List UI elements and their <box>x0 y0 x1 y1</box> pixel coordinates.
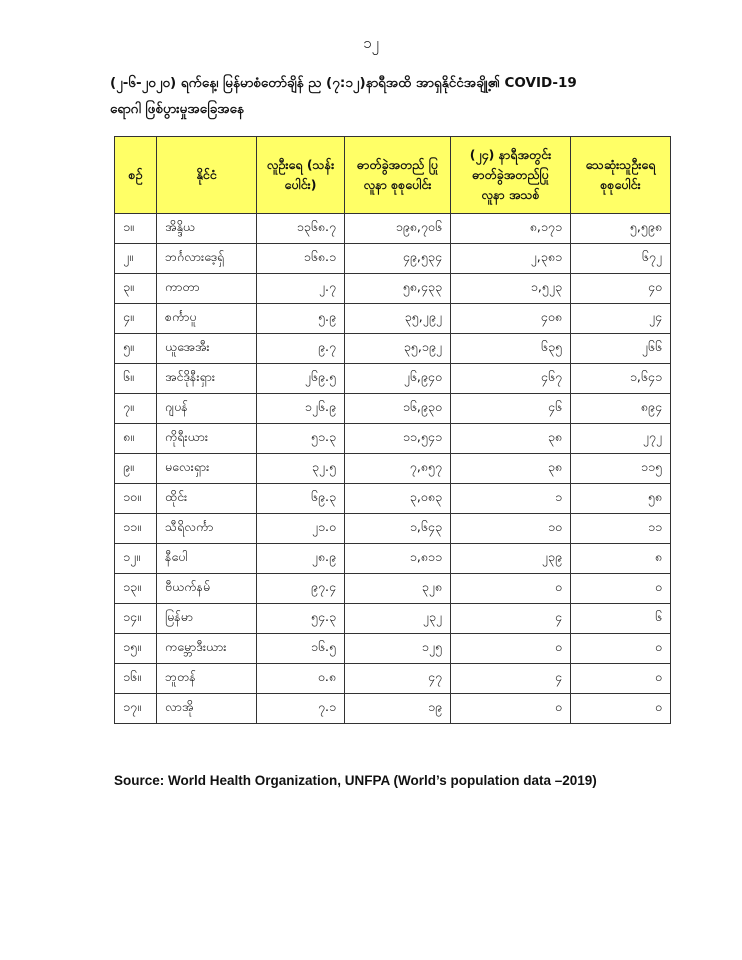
title-line-1: (၂-၆-၂၀၂၀) ရက်နေ့၊ မြန်မာစံတော်ချိန် ည (၇:၁၂)နာရီအထိ အာရှနိုင်ငံအချို့၏ COVID-19 <box>110 75 577 91</box>
cell-country: ထိုင်း <box>157 484 257 514</box>
table-row <box>115 424 671 454</box>
cell-country: လာအို <box>157 694 257 724</box>
cell-new-24h: ၁,၅၂၃ <box>451 274 571 304</box>
page-number: ၁၂ <box>363 34 379 52</box>
cell-country: ဂျပန် <box>157 394 257 424</box>
cell-index: ၈။ <box>115 424 157 454</box>
cell-confirmed: ၄၉,၅၃၄ <box>345 244 451 274</box>
cell-country: ဘူတန် <box>157 664 257 694</box>
cell-new-24h: ၄ <box>451 664 571 694</box>
cell-confirmed: ၁,၆၄၃ <box>345 514 451 544</box>
cell-confirmed: ၃,၀၈၃ <box>345 484 451 514</box>
cell-confirmed: ၁၉၈,၇၀၆ <box>345 214 451 244</box>
cell-new-24h: ၄ <box>451 604 571 634</box>
cell-deaths: ၀ <box>571 694 671 724</box>
cell-confirmed: ၁၂၅ <box>345 634 451 664</box>
cell-country: အင်ဒိုနီးရှား <box>157 364 257 394</box>
cell-index: ၁၃။ <box>115 574 157 604</box>
cell-population: ၂၁.၀ <box>257 514 345 544</box>
cell-new-24h: ၀ <box>451 634 571 664</box>
cell-country: သီရိလင်္ကာ <box>157 514 257 544</box>
cell-deaths: ၁၁၅ <box>571 454 671 484</box>
title-line-2: ရောဂါ ဖြစ်ပွားမှုအခြေအနေ <box>110 101 244 117</box>
cell-index: ၁၀။ <box>115 484 157 514</box>
cell-population: ၃၂.၅ <box>257 454 345 484</box>
cell-confirmed: ၁၆,၉၃၀ <box>345 394 451 424</box>
cell-population: ၉.၇ <box>257 334 345 364</box>
cell-deaths: ၀ <box>571 574 671 604</box>
cell-deaths: ၆၇၂ <box>571 244 671 274</box>
cell-new-24h: ၂၃၉ <box>451 544 571 574</box>
table-row <box>115 364 671 394</box>
covid-table <box>114 136 671 724</box>
table-row <box>115 664 671 694</box>
cell-confirmed: ၁,၈၁၁ <box>345 544 451 574</box>
cell-confirmed: ၄၇ <box>345 664 451 694</box>
table-row <box>115 634 671 664</box>
cell-confirmed: ၅၈,၄၃၃ <box>345 274 451 304</box>
cell-country: အိန္ဒိယ <box>157 214 257 244</box>
cell-index: ၇။ <box>115 394 157 424</box>
table-header-row <box>115 137 671 214</box>
cell-index: ၁။ <box>115 214 157 244</box>
cell-deaths: ၆ <box>571 604 671 634</box>
cell-population: ၁၃၆၈.၇ <box>257 214 345 244</box>
cell-index: ၁၄။ <box>115 604 157 634</box>
cell-population: ၁၆.၅ <box>257 634 345 664</box>
cell-population: ၂.၇ <box>257 274 345 304</box>
cell-index: ၄။ <box>115 304 157 334</box>
cell-population: ၂၆၉.၅ <box>257 364 345 394</box>
cell-confirmed: ၇,၈၅၇ <box>345 454 451 484</box>
table-row <box>115 304 671 334</box>
table-row <box>115 544 671 574</box>
cell-population: ၅၄.၃ <box>257 604 345 634</box>
cell-index: ၉။ <box>115 454 157 484</box>
table-row <box>115 244 671 274</box>
cell-new-24h: ၄၆ <box>451 394 571 424</box>
cell-new-24h: ၂,၃၈၁ <box>451 244 571 274</box>
table-row <box>115 214 671 244</box>
cell-country: စင်္ကာပူ <box>157 304 257 334</box>
cell-new-24h: ၀ <box>451 574 571 604</box>
cell-country: ကမ္ဘောဒီးယား <box>157 634 257 664</box>
cell-confirmed: ၁၁,၅၄၁ <box>345 424 451 454</box>
cell-deaths: ၁၁ <box>571 514 671 544</box>
cell-population: ၅.၉ <box>257 304 345 334</box>
cell-deaths: ၅,၅၉၈ <box>571 214 671 244</box>
cell-population: ၂၈.၉ <box>257 544 345 574</box>
cell-confirmed: ၃၅,၁၉၂ <box>345 334 451 364</box>
cell-confirmed: ၂၆,၉၄၀ <box>345 364 451 394</box>
cell-country: ဘင်္ဂလားဒေ့ရှ် <box>157 244 257 274</box>
cell-index: ၆။ <box>115 364 157 394</box>
cell-index: ၅။ <box>115 334 157 364</box>
source-note: Source: World Health Organization, UNFPA (World’s population data –2019) <box>114 773 597 788</box>
cell-country: မြန်မာ <box>157 604 257 634</box>
cell-index: ၁၁။ <box>115 514 157 544</box>
cell-new-24h: ၃၈ <box>451 454 571 484</box>
header-deaths: သေဆုံးသူဦးရေ စုစုပေါင်း <box>571 137 671 214</box>
table-row <box>115 274 671 304</box>
cell-new-24h: ၈,၁၇၁ <box>451 214 571 244</box>
cell-index: ၁၇။ <box>115 694 157 724</box>
header-population: လူဦးရေ (သန်းပေါင်း) <box>257 137 345 214</box>
cell-deaths: ၅၈ <box>571 484 671 514</box>
cell-deaths: ၁,၆၄၁ <box>571 364 671 394</box>
cell-deaths: ၀ <box>571 664 671 694</box>
header-confirmed: ဓာတ်ခွဲအတည် ပြု လူနာ စုစုပေါင်း <box>345 137 451 214</box>
cell-confirmed: ၁၉ <box>345 694 451 724</box>
cell-country: ဗီယက်နမ် <box>157 574 257 604</box>
cell-new-24h: ၄၆၇ <box>451 364 571 394</box>
header-country: နိုင်ငံ <box>157 137 257 214</box>
cell-population: ၁၂၆.၉ <box>257 394 345 424</box>
cell-confirmed: ၃၅,၂၉၂ <box>345 304 451 334</box>
cell-population: ၅၁.၃ <box>257 424 345 454</box>
cell-confirmed: ၃၂၈ <box>345 574 451 604</box>
cell-country: ကာတာ <box>157 274 257 304</box>
table-row <box>115 574 671 604</box>
table-row <box>115 484 671 514</box>
cell-confirmed: ၂၃၂ <box>345 604 451 634</box>
cell-deaths: ၈ <box>571 544 671 574</box>
cell-new-24h: ၁၀ <box>451 514 571 544</box>
table-row <box>115 604 671 634</box>
cell-new-24h: ၄၀၈ <box>451 304 571 334</box>
cell-deaths: ၂၄ <box>571 304 671 334</box>
cell-index: ၁၆။ <box>115 664 157 694</box>
cell-population: ၁၆၈.၁ <box>257 244 345 274</box>
document-title <box>110 70 690 122</box>
table-row <box>115 334 671 364</box>
header-index: စဉ် <box>115 137 157 214</box>
cell-new-24h: ၁ <box>451 484 571 514</box>
cell-deaths: ၀ <box>571 634 671 664</box>
cell-country: မလေးရှား <box>157 454 257 484</box>
table-body <box>115 214 671 724</box>
table-row <box>115 694 671 724</box>
table-row <box>115 394 671 424</box>
cell-population: ၀.၈ <box>257 664 345 694</box>
table-row <box>115 454 671 484</box>
cell-deaths: ၄၀ <box>571 274 671 304</box>
cell-index: ၃။ <box>115 274 157 304</box>
cell-index: ၁၅။ <box>115 634 157 664</box>
cell-population: ၆၉.၃ <box>257 484 345 514</box>
cell-index: ၁၂။ <box>115 544 157 574</box>
table-row <box>115 514 671 544</box>
cell-population: ၇.၁ <box>257 694 345 724</box>
cell-new-24h: ၀ <box>451 694 571 724</box>
cell-country: ကိုရီးယား <box>157 424 257 454</box>
cell-deaths: ၂၆၆ <box>571 334 671 364</box>
cell-deaths: ၈၉၄ <box>571 394 671 424</box>
header-new-24h: (၂၄) နာရီအတွင်း ဓာတ်ခွဲအတည်ပြု လူနာ အသစ် <box>451 137 571 214</box>
cell-population: ၉၇.၄ <box>257 574 345 604</box>
cell-new-24h: ၆၃၅ <box>451 334 571 364</box>
cell-deaths: ၂၇၂ <box>571 424 671 454</box>
cell-country: နီပေါ <box>157 544 257 574</box>
cell-index: ၂။ <box>115 244 157 274</box>
cell-new-24h: ၃၈ <box>451 424 571 454</box>
cell-country: ယူအေအီး <box>157 334 257 364</box>
